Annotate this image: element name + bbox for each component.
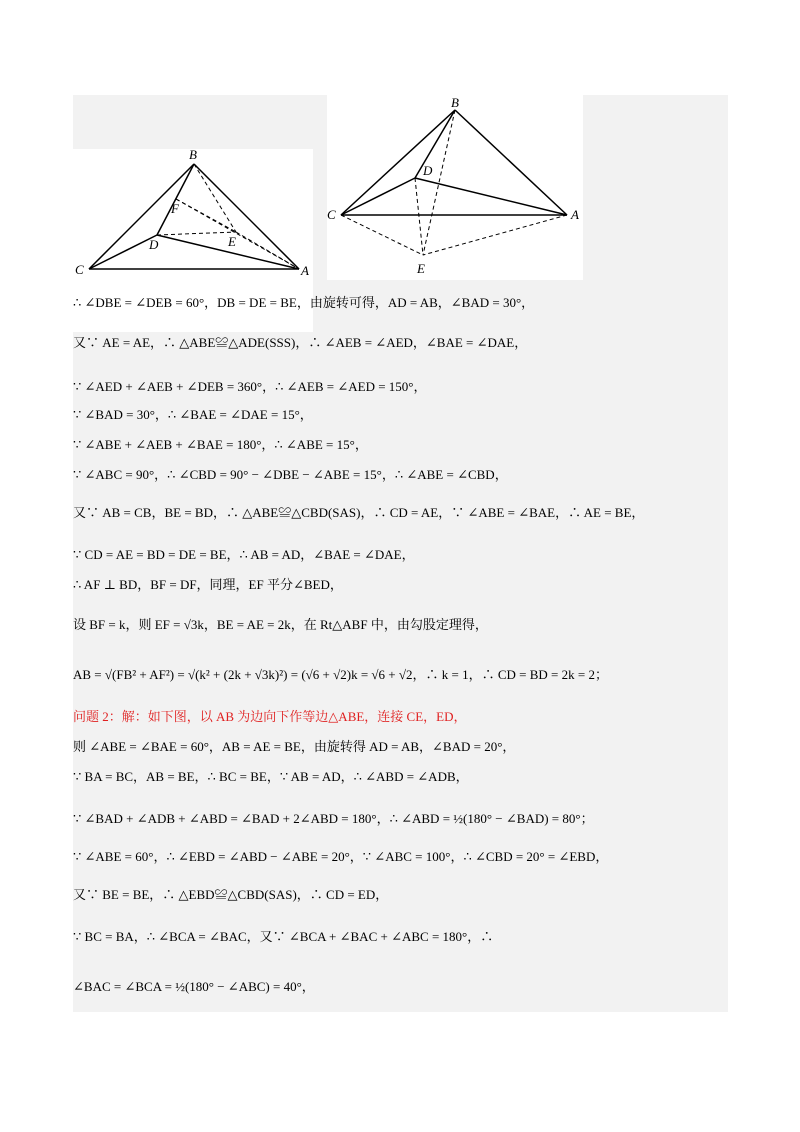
label-d: D [423, 163, 433, 178]
segment-da [415, 178, 567, 215]
label-c: C [75, 262, 84, 277]
solution-line-14: ∵ BA = BC，AB = BE，∴ BC = BE，∵ AB = AD，∴ ∠ABD = ∠ADB， [73, 769, 469, 784]
segment-fe [176, 199, 236, 232]
solution-line-10: 设 BF = k，则 EF = √3k，BE = AE = 2k，在 Rt△ABF 中，由勾股定理得， [73, 617, 488, 632]
segment-ba [455, 110, 567, 215]
label-f: F [171, 201, 179, 216]
segment-ba [194, 164, 299, 269]
label-a: A [301, 263, 309, 278]
segment-db [415, 110, 455, 178]
segment-ce [341, 215, 423, 255]
solution-line-6: ∵ ∠ABC = 90°，∴ ∠CBD = 90° − ∠DBE − ∠ABE = 15°，∴ ∠ABE = ∠CBD， [73, 467, 508, 482]
solution-line-15: ∵ ∠BAD + ∠ADB + ∠ABD = ∠BAD + 2∠ABD = 180°，∴ ∠ABD = ½(180° − ∠BAD) = 80°； [73, 811, 594, 826]
label-a: A [571, 207, 579, 222]
solution-line-11: AB = √(FB² + AF²) = √(k² + (2k + √3k)²) = (√6 + √2)k = √6 + √2，∴ k = 1，∴ CD = BD = 2k = 2； [73, 667, 608, 682]
solution-line-4: ∵ ∠BAD = 30°，∴ ∠BAE = ∠DAE = 15°， [73, 407, 313, 422]
label-e: E [228, 234, 236, 249]
figure-2 [327, 95, 583, 280]
label-b: B [451, 95, 459, 110]
label-b: B [189, 149, 197, 162]
label-d: D [149, 237, 159, 252]
solution-line-7: 又∵ AB = CB，BE = BD，∴ △ABE≌△CBD(SAS)，∴ CD = AE，∵ ∠ABE = ∠BAE，∴ AE = BE， [73, 505, 645, 520]
solution-line-18: ∵ BC = BA，∴ ∠BCA = ∠BAC，又∵ ∠BCA + ∠BAC + ∠ABC = 180°，∴ [73, 929, 494, 944]
segment-ae [423, 215, 567, 255]
figure-2-diagram [327, 95, 583, 280]
solution-line-2: 又∵ AE = AE，∴ △ABE≌△ADE(SSS)，∴ ∠AEB = ∠AED，∠BAE = ∠DAE， [73, 335, 528, 350]
solution-line-13: 则 ∠ABE = ∠BAE = 60°，AB = AE = BE，由旋转得 AD = AB，∠BAD = 20°， [73, 739, 516, 754]
segment-db [157, 164, 194, 235]
label-c: C [327, 207, 336, 222]
segment-de [415, 178, 423, 255]
solution-line-3: ∵ ∠AED + ∠AEB + ∠DEB = 360°，∴ ∠AEB = ∠AED = 150°， [73, 379, 427, 394]
segment-cb [89, 164, 194, 269]
segment-cd [341, 178, 415, 215]
solution-line-17: 又∵ BE = BE，∴ △EBD≌△CBD(SAS)，∴ CD = ED， [73, 887, 389, 902]
segment-cb [341, 110, 455, 215]
solution-line-9: ∴ AF ⊥ BD，BF = DF，同理，EF 平分∠BED， [73, 577, 343, 592]
problem-2-heading: 问题 2：解：如下图，以 AB 为边向下作等边△ABE，连接 CE，ED， [73, 709, 467, 724]
solution-line-19: ∠BAC = ∠BCA = ½(180° − ∠ABC) = 40°， [73, 979, 315, 994]
solution-line-16: ∵ ∠ABE = 60°，∴ ∠EBD = ∠ABD − ∠ABE = 20°，∵ ∠ABC = 100°，∴ ∠CBD = 20° = ∠EBD， [73, 849, 609, 864]
solution-line-5: ∵ ∠ABE + ∠AEB + ∠BAE = 180°，∴ ∠ABE = 15°， [73, 437, 368, 452]
segment-cd [89, 235, 157, 269]
segment-be [423, 110, 455, 255]
solution-panel [73, 95, 728, 1012]
solution-line-1: ∴ ∠DBE = ∠DEB = 60°，DB = DE = BE，由旋转可得，AD = AB，∠BAD = 30°， [73, 295, 535, 310]
segment-de [157, 232, 236, 235]
label-e: E [417, 261, 425, 276]
segment-be [194, 164, 236, 232]
solution-line-8: ∵ CD = AE = BD = DE = BE，∴ AB = AD，∠BAE = ∠DAE， [73, 547, 415, 562]
